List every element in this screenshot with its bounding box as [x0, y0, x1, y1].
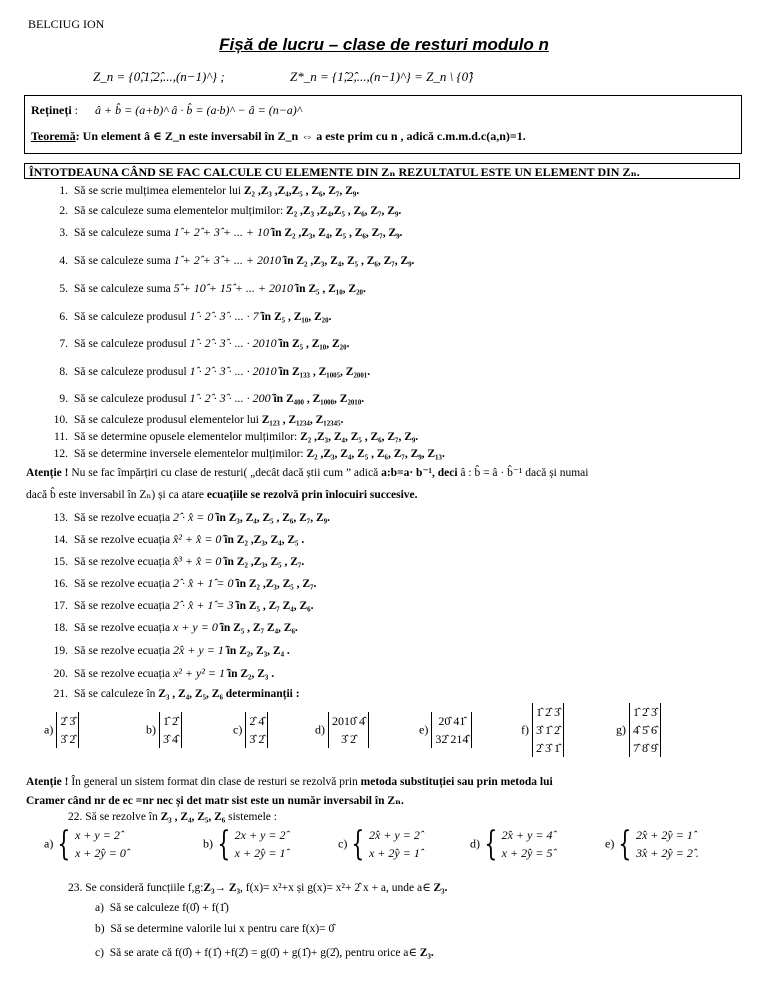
exercise-text: Să se calculeze suma — [74, 227, 174, 239]
exercise-23 — [68, 880, 448, 894]
exercise-sets: în Z₁₃₃ , Z₁₀₀₅, Z₂₀₀₁. — [279, 366, 371, 378]
theorem-text: : Un element â ∈ Z_n este inversabil în Z_n ⇔ a este prim cu n , adică c.m.m.d.c(a,n)=1. — [75, 129, 526, 143]
exercise-10 — [46, 412, 343, 427]
determinant-matrix — [532, 703, 564, 757]
exercise-sets: Z₂ ,Z₃, Z₄, Z₅ , Z₆, Z₇, Z₉. — [300, 431, 419, 443]
exercise-sets: în Z₅ , Z₁₀, Z₂₀. — [279, 338, 350, 350]
exercise-7 — [46, 336, 349, 351]
determinant-matrix — [629, 703, 661, 757]
zn-definition: Z_n = {0̂,1̂,2̂,...,(n−1)^} ; — [93, 69, 225, 84]
exercise-text: Să se rezolve în — [85, 811, 161, 823]
exercise-sets: Z₁₂₃ , Z₁₂₃₄, Z₁₂₃₄₅. — [261, 414, 344, 426]
determinant-label: d) — [315, 722, 325, 737]
determinant-row: 2̂ 3̂ — [60, 714, 76, 728]
determinant-matrix — [328, 712, 369, 748]
system-equations — [369, 826, 420, 862]
determinant-row: 7̂ 8̂ 9̂ — [633, 741, 657, 755]
function-definition: , f(x)= x²+x și g(x)= x²+ 2̂ x + a, unde a∈ — [240, 882, 434, 894]
attention-paragraph-2 — [26, 776, 553, 788]
function-domain: Z₃→ Z₃ — [203, 882, 241, 894]
theorem-row — [31, 129, 526, 144]
brace-icon: { — [351, 824, 365, 864]
exercise-8 — [46, 364, 370, 379]
exercise-sets: Z₂ ,Z₃, Z₄, Z₅ , Z₆, Z₇, Z₉, Z₁₃. — [306, 448, 445, 460]
exercise-number: 1. — [59, 185, 68, 197]
exercise-14 — [46, 532, 304, 547]
exercise-sets: în Z₅ , Z₁₀, Z₂₀. — [261, 311, 332, 323]
attention-text-3: dacă b̂ este inversabil în Zₙ) și ca atare — [26, 489, 207, 501]
exercise-15 — [46, 554, 304, 569]
determinant-matrix — [431, 712, 472, 748]
exercise-number: 21. — [53, 688, 68, 700]
exercise-text: Să se rezolve ecuația — [74, 534, 173, 546]
exercise-text: Să se scrie mulțimea elementelor lui — [74, 185, 244, 197]
system-equation: x + 2̂y = 0̂ — [74, 846, 126, 860]
exercise-text: Să se determine inversele elementelor mulțimilor: — [74, 448, 307, 460]
determinant-d — [315, 712, 369, 748]
exercise-number: 7. — [59, 338, 68, 350]
exercise-text: Să se rezolve ecuația — [74, 645, 173, 657]
attention2-bold: metoda substituției sau prin metoda lui — [360, 776, 553, 788]
determinant-matrix — [159, 712, 182, 748]
exercise-12 — [46, 446, 445, 461]
exercise-expression: 1̂ · 2̂ · 3̂ · ... · 2010̂ — [189, 336, 277, 350]
item-text: Să se calculeze f(0̂) + f(1̂) — [109, 902, 229, 914]
always-note: ÎNTOTDEAUNA CÂND SE FAC CALCULE CU ELEMENTE DIN Zₙ REZULTATUL ESTE UN ELEMENT DIN Zₙ. — [24, 163, 740, 179]
exercise-number: 13. — [53, 512, 68, 524]
determinant-matrix — [245, 712, 268, 748]
system-label: b) — [203, 836, 213, 851]
item-text: Să se determine valorile lui x pentru care f(x)= 0̂ — [110, 923, 335, 935]
exercise-21 — [46, 686, 300, 701]
system-equations — [235, 826, 286, 862]
exercise-sets: în Z₂ ,Z₃, Z₅ , Z₇. — [224, 556, 305, 568]
parameter-set: Z₃. — [433, 882, 448, 894]
attention2-label: Atenție ! — [26, 776, 69, 788]
remember-label: Rețineți — [31, 103, 72, 117]
exercise-18 — [46, 620, 298, 635]
exercise-expression: 1̂ · 2̂ · 3̂ · ... · 200̂ — [189, 391, 271, 405]
exercise-20 — [46, 666, 274, 681]
exercise-text: Să se calculeze suma elementelor mulțimilor: — [74, 205, 287, 217]
determinant-row: 1̂ 2̂ — [163, 714, 178, 728]
exercise-sets: în Z₂, Z₃, Z₄ . — [226, 645, 290, 657]
attention-text: Nu se fac împărțiri cu clase de resturi( „decât dacă știi cum ” adică — [68, 467, 382, 479]
system-label: a) — [44, 836, 54, 851]
system-equation: 2̂x + y = 4̂ — [501, 828, 553, 842]
exercise-expression: 1̂ · 2̂ · 3̂ · ... · 2010̂ — [189, 364, 277, 378]
worksheet-title: Fișă de lucru – clase de resturi modulo n — [219, 35, 549, 54]
exercise-text: Să se calculeze produsul — [74, 393, 190, 405]
system-a — [44, 826, 126, 862]
exercise-number: 17. — [53, 600, 68, 612]
system-equation: 3̂x + 2̂y = 2̂ . — [635, 846, 699, 860]
determinant-label: f) — [521, 722, 529, 737]
exercise-23-a — [95, 902, 229, 914]
item-text: Să se arate că f(0̂) + f(1̂) +f(2̂) = g(0̂) + g(1̂)+ g(2̂), pentru orice a∈ — [109, 947, 420, 959]
system-e — [605, 826, 699, 862]
exercise-text: Să se rezolve ecuația — [74, 512, 173, 524]
exercise-expression: 5̂ + 10̂ + 15̂ + ... + 2010̂ — [173, 281, 294, 295]
exercise-number: 19. — [53, 645, 68, 657]
system-equation: x + 2̂y = 5̂ — [501, 846, 553, 860]
exercise-number: 20. — [53, 668, 68, 680]
determinant-row: 32̂ 214̂ — [435, 732, 469, 746]
determinant-row: 1̂ 2̂ 3̂ — [633, 705, 657, 719]
brace-icon: { — [57, 824, 71, 864]
exercise-number: 5. — [59, 283, 68, 295]
brace-icon: { — [484, 824, 498, 864]
determinant-row: 3̂ 2̂ — [341, 732, 356, 746]
exercise-number: 14. — [53, 534, 68, 546]
exercise-number: 8. — [59, 366, 68, 378]
system-c — [338, 826, 420, 862]
remember-formulas: â + b̂ = (a+b)^ â · b̂ = (a·b)^ − â = (n−a)^ — [95, 103, 302, 117]
exercise-number: 11. — [54, 431, 68, 443]
exercise-text: Să se calculeze suma — [74, 283, 174, 295]
exercise-expression: x̂² + x̂ = 0̂ — [172, 532, 222, 546]
determinant-row: 4̂ 5̂ 6̂ — [633, 723, 657, 737]
system-equations — [636, 826, 699, 862]
system-equations — [502, 826, 553, 862]
exercise-22 — [68, 811, 277, 823]
exercise-number: 10. — [53, 414, 68, 426]
exercise-text: Să se rezolve ecuația — [74, 556, 173, 568]
exercise-text: Să se calculeze suma — [74, 255, 174, 267]
exercise-13 — [46, 510, 330, 525]
exercise-1 — [46, 183, 359, 198]
system-b — [203, 826, 286, 862]
exercise-expression: 2̂ · x̂ = 0̂ — [172, 510, 214, 524]
exercise-9 — [46, 391, 364, 406]
determinant-row: 3̂ 1̂ 2̂ — [536, 723, 560, 737]
exercise-text: Să se determine opusele elementelor mulțimilor: — [74, 431, 301, 443]
exercise-expression: 2̂x + y = 1̂ — [172, 643, 224, 657]
exercise-text: Să se calculeze produsul — [74, 311, 190, 323]
determinant-row: 3̂ 4̂ — [163, 732, 178, 746]
system-equation: x + 2̂y = 1̂ — [368, 846, 420, 860]
exercise-sets: în Z₃, Z₄, Z₅ , Z₆, Z₇, Z₉. — [216, 512, 330, 524]
determinant-row: 20̂ 41̂ — [438, 714, 466, 728]
theorem-label: Teoremă — [31, 129, 76, 143]
system-label: d) — [470, 836, 480, 851]
exercise-expression: 2̂ · x̂ + 1̂ = 3̂ — [172, 598, 234, 612]
remember-row: Rețineți : â + b̂ = (a+b)^ â · b̂ = (a·b)^ − â = (n−a)^ — [31, 103, 302, 117]
exercise-sets: Z₃ , Z₄, Z₅, Z₆ determinanții : — [158, 688, 300, 700]
determinant-row: 2̂ 3̂ 1̂ — [536, 741, 560, 755]
exercise-5 — [46, 281, 366, 296]
exercise-23-c — [95, 945, 434, 959]
exercise-sets: în Z₅ , Z₇ Z₄, Z₆. — [236, 600, 314, 612]
attention-bold-2: ecuațiile se rezolvă prin înlocuiri succesive. — [206, 489, 418, 501]
exercise-3 — [46, 225, 402, 240]
exercise-16 — [46, 576, 316, 591]
item-label: b) — [95, 923, 105, 935]
determinant-row: 1̂ 2̂ 3̂ — [536, 705, 560, 719]
determinant-label: c) — [233, 722, 243, 737]
determinant-row: 3̂ 2̂ — [249, 732, 265, 746]
determinant-row: 2̂ 4̂ — [249, 714, 265, 728]
attention-paragraph-1-line2 — [26, 487, 418, 501]
exercise-text: Să se calculeze produsul — [74, 338, 190, 350]
attention-bold: a:b=a· b⁻¹, deci — [381, 467, 458, 479]
exercise-17 — [46, 598, 313, 613]
exercise-number: 9. — [59, 393, 68, 405]
exercise-sets: în Z₅ , Z₇ Z₄, Z₆. — [220, 622, 298, 634]
attention2-text: În general un sistem format din clase de resturi se rezolvă prin — [68, 776, 361, 788]
exercise-expression: x + y = 0̂ — [172, 620, 218, 634]
exercise-expression: x̂³ + x̂ = 0̂ — [172, 554, 222, 568]
item-label: a) — [95, 902, 104, 914]
exercise-text: Să se rezolve ecuația — [74, 622, 173, 634]
system-equation: 2̂x + y = 2̂ — [368, 828, 420, 842]
exercise-number: 4. — [59, 255, 68, 267]
exercise-sets: în Z₂ ,Z₃, Z₅ , Z₇. — [236, 578, 317, 590]
determinant-b — [146, 712, 182, 748]
exercise-sets: Z₃ , Z₄, Z₅, Z₆ — [160, 811, 226, 823]
exercise-sets: în Z₂ ,Z₃, Z₄, Z₅ , Z₆, Z₇, Z₉. — [283, 255, 415, 267]
exercise-text: Să se rezolve ecuația — [74, 668, 173, 680]
determinant-row: 3̂ 2̂ — [60, 732, 76, 746]
determinant-e — [419, 712, 472, 748]
brace-icon: { — [618, 824, 632, 864]
exercise-text: Se consideră funcțiile f,g: — [85, 882, 204, 894]
exercise-19 — [46, 643, 290, 658]
item-bold: Z₃. — [419, 947, 434, 959]
system-label: e) — [605, 836, 615, 851]
attention-paragraph-2-line2: Cramer când nr de ec =nr nec și det matr sist este un număr inversabil în Zₙ. — [26, 795, 404, 807]
determinant-f — [521, 703, 564, 757]
determinant-c — [233, 712, 268, 748]
exercise-sets: Z₂ ,Z₃ ,Z₄,Z₅ , Z₆, Z₇, Z₉. — [286, 205, 402, 217]
exercise-number: 18. — [53, 622, 68, 634]
author-name: BELCIUG ION — [28, 17, 105, 31]
exercise-number: 15. — [53, 556, 68, 568]
exercise-tail: sistemele : — [225, 811, 277, 823]
determinant-g — [616, 703, 661, 757]
determinant-label: e) — [419, 722, 429, 737]
exercise-number: 3. — [59, 227, 68, 239]
zn-star-definition: Z*_n = {1̂,2̂,...,(n−1)^} = Z_n \ {0̂} — [290, 69, 474, 84]
system-equation: 2x + y = 2̂ — [234, 828, 286, 842]
exercise-number: 16. — [53, 578, 68, 590]
exercise-6 — [46, 309, 331, 324]
exercise-2 — [46, 203, 401, 218]
attention-paragraph-1 — [26, 465, 588, 479]
item-label: c) — [95, 947, 104, 959]
determinant-label: a) — [44, 722, 54, 737]
exercise-sets: Z₂ ,Z₃ ,Z₄,Z₅ , Z₆, Z₇, Z₉. — [243, 185, 360, 197]
determinant-row: 2010̂ 4̂ — [332, 714, 365, 728]
exercise-text: Să se calculeze în — [74, 688, 159, 700]
exercise-number: 22. — [68, 811, 83, 823]
system-equations — [75, 826, 126, 862]
attention-label: Atenție ! — [26, 467, 69, 479]
exercise-expression: 1̂ · 2̂ · 3̂ · ... · 7̂ — [189, 309, 259, 323]
system-equation: x + 2̂y = 1̂ — [234, 846, 286, 860]
exercise-text: Să se rezolve ecuația — [74, 578, 173, 590]
exercise-sets: în Z₂ ,Z₃, Z₄, Z₅ . — [224, 534, 305, 546]
exercise-sets: în Z₄₀₀ , Z₁₀₀₀, Z₂₀₁₀. — [273, 393, 365, 405]
exercise-sets: în Z₅ , Z₁₀, Z₂₀. — [295, 283, 366, 295]
system-equation: 2̂x + 2̂y = 1̂ — [635, 828, 693, 842]
brace-icon: { — [217, 824, 231, 864]
exercise-number: 23. — [68, 882, 83, 894]
determinant-matrix — [56, 712, 79, 748]
system-equation: x + y = 2̂ — [74, 828, 120, 842]
exercise-expression: 2̂ · x̂ + 1̂ = 0̂ — [172, 576, 234, 590]
attention-text-2: â : b̂ = â · b̂⁻¹ dacă și numai — [457, 467, 589, 479]
exercise-23-b — [95, 923, 334, 935]
system-label: c) — [338, 836, 348, 851]
remember-box — [24, 95, 742, 154]
determinant-label: b) — [146, 722, 156, 737]
determinant-label: g) — [616, 722, 626, 737]
exercise-4 — [46, 253, 414, 268]
exercise-number: 2. — [59, 205, 68, 217]
exercise-sets: în Z₂, Z₃ . — [227, 668, 275, 680]
exercise-expression: 1̂ + 2̂ + 3̂ + ... + 2010̂ — [173, 253, 282, 267]
determinant-a — [44, 712, 79, 748]
exercise-text: Să se rezolve ecuația — [74, 600, 173, 612]
exercise-number: 6. — [59, 311, 68, 323]
system-d — [470, 826, 553, 862]
exercise-expression: 1̂ + 2̂ + 3̂ + ... + 10̂ — [173, 225, 270, 239]
exercise-expression: x² + y² = 1̂ — [172, 666, 226, 680]
exercise-text: Să se calculeze produsul elementelor lui — [74, 414, 262, 426]
exercise-text: Să se calculeze produsul — [74, 366, 190, 378]
exercise-sets: în Z₂ ,Z₃, Z₄, Z₅ , Z₆, Z₇, Z₉. — [271, 227, 403, 239]
exercise-11 — [46, 429, 418, 444]
exercise-number: 12. — [53, 448, 68, 460]
